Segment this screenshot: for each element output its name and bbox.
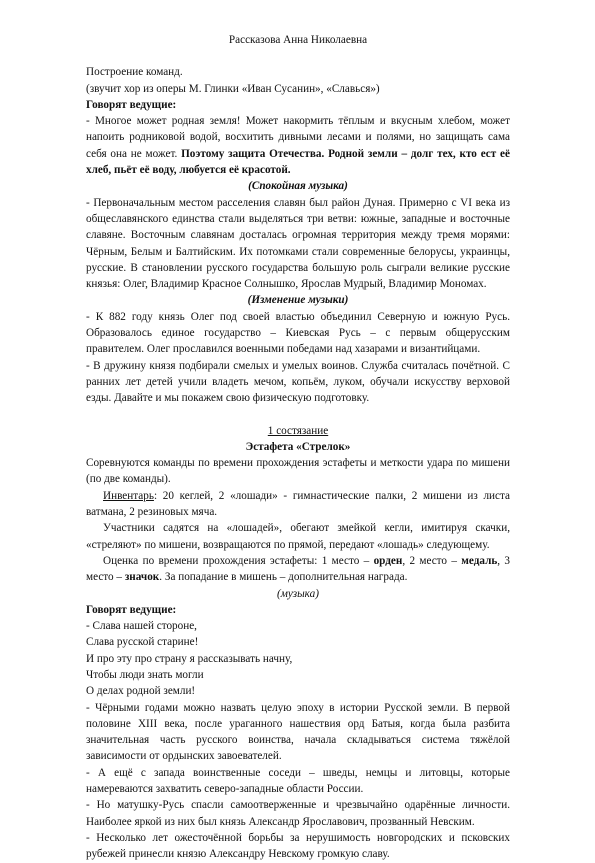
host-label: Говорят ведущие: <box>86 98 177 111</box>
contest-rules: Участники садятся на «лошадей», обегают змейкой кегли, имитируя скачки, «стреляют» по мишени, возвращаются по прямой, передают «лошадь» следующему. <box>86 522 510 551</box>
award-order: орден <box>373 554 403 567</box>
paragraph-nevsky: - Но матушку-Русь спасли самоотверженные и чрезвычайно одарённые личности. Наиболее яркой из них был князь Александр Ярославович, прозванный Невским. <box>86 799 510 828</box>
speech-bold-text: Поэтому защита Отечества. Родной земли – долг тех, кто ест её хлеб, пьёт её воду, любуется её красотой. <box>86 147 510 177</box>
paragraph-yoke: - Чёрными годами можно назвать целую эпоху в истории Русской земли. В первой половине XIII века, после ураганного нашествия орд Батыя, когда была разбита значительная часть русского воинства, начала складываться система тяжёлой зависимости от ордынских завоевателей. <box>86 701 510 763</box>
poem-line: - Слава нашей стороне, <box>86 620 197 633</box>
scoring-text: , 2 место – <box>402 554 457 567</box>
poem-line: Чтобы люди знать могли <box>86 668 204 681</box>
poem-line: Слава русской старине! <box>86 636 199 649</box>
contest-description: Соревнуются команды по времени прохождения эстафеты и меткости удара по мишени (по две команды). <box>86 457 510 486</box>
paragraph-slavs: - Первоначальным местом расселения славян был район Дуная. Примерно с VI века из общеславянского единства стали выделяться три ветви: южные, западные и восточные славяне. Восточным славянам досталась огромная территория между тремя морями: Чёрным, Белым и Балтийским. Их потомками стали современные белорусы, украинцы, русские. В становлении русского государства большую роль сыграли великие русские князья: Олег, Владимир Красное Солнышко, Ярослав Мудрый, Владимир Мономах. <box>86 196 510 291</box>
scoring-text: , 3 место – <box>86 554 511 584</box>
spacer <box>86 48 510 64</box>
award-badge: значок <box>124 571 160 584</box>
paragraph-battle: - Несколько лет ожесточённой борьбы за нерушимость новгородских и псковских рубежей принесли князю Александру Невскому громкую славу. <box>86 831 510 861</box>
music-cue: (музыка) <box>277 587 319 600</box>
music-cue: (Спокойная музыка) <box>248 180 348 193</box>
document-page <box>86 32 510 863</box>
speech-text: - Многое может родная земля! Может накормить тёплым и вкусным хлебом, может напоить родниковой водой, восхитить дивными лесами и полями, но защищать сама себя она не может. <box>86 115 510 160</box>
poem-line: О делах родной земли! <box>86 685 196 698</box>
author-name: Рассказова Анна Николаевна <box>228 34 368 46</box>
paragraph-druzhina: - В дружину князя подбирали смелых и умелых воинов. Служба считалась почётной. С ранних лет детей учили владеть мечом, копьём, луком, обучали искусству верховой езды. Давайте и мы покажем свою физическую подготовку. <box>86 359 510 405</box>
music-cue: (Изменение музыки) <box>247 294 349 307</box>
music-note: (звучит хор из оперы М. Глинки «Иван Сусанин», «Славься») <box>86 82 380 95</box>
poem-line: И про эту про страну я рассказывать начну, <box>86 652 293 665</box>
contest-number: 1 состязание <box>267 424 329 437</box>
contest-inventory <box>86 488 510 521</box>
contest-title: Эстафета «Стрелок» <box>245 440 351 453</box>
scoring-text: . За попадание в мишень – дополнительная награда. <box>159 571 408 584</box>
host-label: Говорят ведущие: <box>86 603 177 616</box>
inventory-text: : 20 кеглей, 2 «лошади» - гимнастические палки, 2 мишени из листа ватмана, 2 резиновых мяча. <box>86 489 510 519</box>
paragraph-west: - А ещё с запада воинственные соседи – шведы, немцы и литовцы, которые намереваются захватить северо-западные области России. <box>86 766 510 796</box>
scoring-text: Оценка по времени прохождения эстафеты: 1 место – <box>103 554 370 567</box>
host-speech <box>86 113 510 178</box>
award-medal: медаль <box>461 554 498 567</box>
section-title: Построение команд. <box>86 66 183 79</box>
inventory-label: Инвентарь <box>103 489 154 502</box>
paragraph-oleg: - К 882 году князь Олег под своей властью объединил Северную и южную Русь. Образовалось единое государство – Киевская Русь – с первым общерусским правителем. Олег прославился военными победами над хазарами и византийцами. <box>86 310 510 356</box>
contest-scoring <box>86 553 510 586</box>
spacer <box>86 407 510 423</box>
